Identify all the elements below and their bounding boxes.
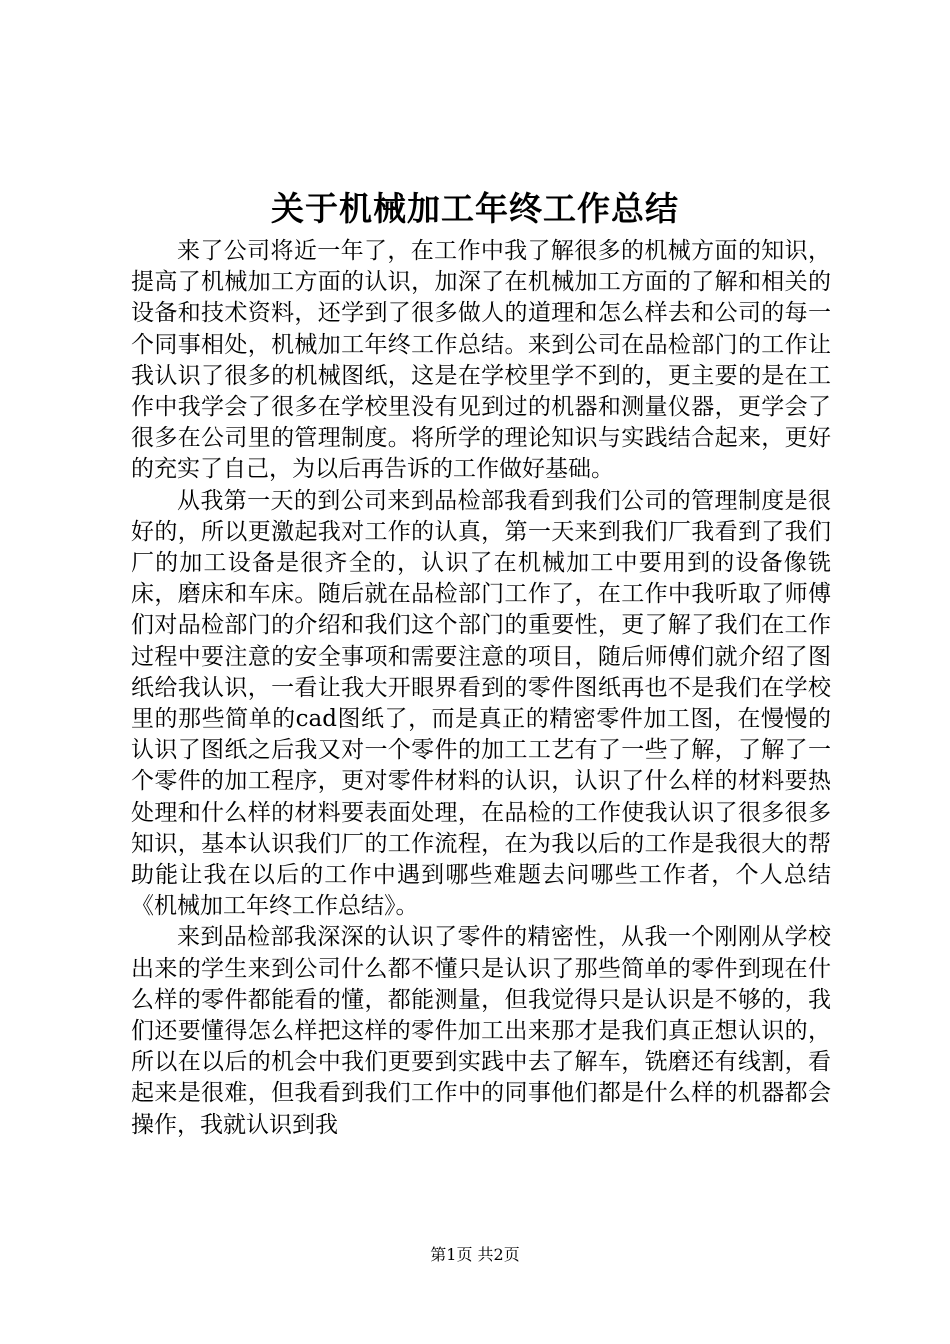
document-title: 关于机械加工年终工作总结 [271,189,679,228]
paragraph-1: 来了公司将近一年了，在工作中我了解很多的机械方面的知识，提高了机械加工方面的认识，加深了在机械加工方面的了解和相关的设备和技术资料，还学到了很多做人的道理和怎么样去和公司的每一个同事相处，机械加工年终工作总结。来到公司在品检部门的工作让我认识了很多的机械图纸，这是在学校里学不到的，更主要的是在工作中我学会了很多在学校里没有见到过的机器和测量仪器，更学会了很多在公司里的管理制度。将所学的理论知识与实践结合起来，更好的充实了自己，为以后再告诉的工作做好基础。 [131,238,831,483]
paragraph-2: 从我第一天的到公司来到品检部我看到我们公司的管理制度是很好的，所以更激起我对工作的认真，第一天来到我们厂我看到了我们厂的加工设备是很齐全的，认识了在机械加工中要用到的设备像铣床，磨床和车床。随后就在品检部门工作了，在工作中我听取了师傅们对品检部门的介绍和我们这个部门的重要性，更了解了我们在工作过程中要注意的安全事项和需要注意的项目，随后师傅们就介绍了图纸给我认识，一看让我大开眼界看到的零件图纸再也不是我们在学校里的那些简单的cad图纸了，而是真正的精密零件加工图，在慢慢的认识了图纸之后我又对一个零件的加工工艺有了一些了解，了解了一个零件的加工程序，更对零件材料的认识，认识了什么样的材料要热处理和什么样的材料要表面处理，在品检的工作使我认识了很多很多知识，基本认识我们厂的工作流程，在为我以后的工作是我很大的帮助能让我在以后的工作中遇到哪些难题去问哪些工作者，个人总结《机械加工年终工作总结》。 [131,487,831,920]
page-number-footer: 第1页 共2页 [430,1245,520,1264]
document-body [131,236,831,1141]
paragraph-3: 来到品检部我深深的认识了零件的精密性，从我一个刚刚从学校出来的学生来到公司什么都不懂只是认识了那些简单的零件到现在什么样的零件都能看的懂，都能测量，但我觉得只是认识是不够的，我们还要懂得怎么样把这样的零件加工出来那才是我们真正想认识的，所以在以后的机会中我们更要到实践中去了解车，铣磨还有线割，看起来是很难，但我看到我们工作中的同事他们都是什么样的机器都会操作，我就认识到我 [131,924,831,1138]
